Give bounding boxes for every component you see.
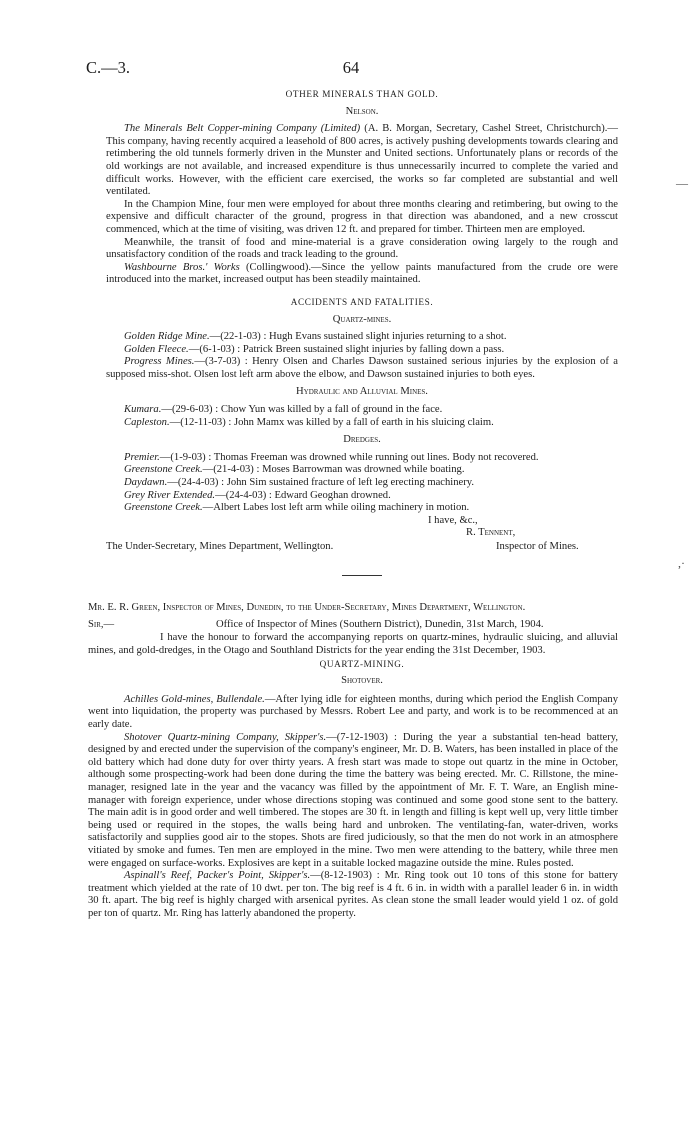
section-subtitle: Nelson. <box>345 105 379 117</box>
page-number: 64 <box>342 58 360 77</box>
series-code: C.—3. <box>86 58 131 77</box>
paragraph: Washbourne Bros.' Works (Collingwood).—Since the yellow paints manufactured from the crude ore were introduced into the market, increased output has been steadily maintained. <box>106 261 618 286</box>
paragraph: Achilles Gold-mines, Bullendale.—After lying idle for eighteen months, during which period the English Company went into liquidation, the property was purchased by Messrs. Robert Lee and party, and work is to be recommenced at an early date. <box>88 693 618 730</box>
paragraph: The Minerals Belt Copper-mining Company (Limited) (A. B. Morgan, Secretary, Cashel Street, Christchurch).—This company, having recently acquired a leasehold of 800 acres, is actively pushing developments towards clearing and retimbering the old tunnels formerly driven in the Munster and United sections. Unfortunately plans or records of the old workings are not available, and increased expenditure is thus unnecessarily incurred to complete the varied and difficult works. However, with the efficient care exercised, the works so far completed are substantial and well ventilated. <box>106 123 618 198</box>
paragraph: In the Champion Mine, four men were employed for about three months clearing and retimbering, but owing to the expensive and difficult character of the ground, progress in that direction was abandoned, and a new crosscut commenced, which at the time of visiting, was driven 12 ft. and prepared for timber. Thirteen men are employed. <box>106 198 618 235</box>
signatory-name: R. Tennent, <box>466 526 516 538</box>
company-name: Washbourne Bros.' Works <box>124 261 240 273</box>
intro-paragraph: I have the honour to forward the accompanying reports on quartz-mines, hydraulic sluicing, and alluvial mines, and gold-dredges, in the Otago and Southland Districts for the year ending the 31st December, 1903. <box>88 632 618 656</box>
accident-entry: Greenstone Creek.—Albert Labes lost left arm while oiling machinery in motion. <box>124 502 470 514</box>
letter-heading: Mr. E. R. Green, Inspector of Mines, Dunedin, to the Under-Secretary, Mines Department, Wellington. <box>88 601 526 613</box>
company-name: Aspinall's Reef, Packer's Point, Skipper's. <box>124 870 311 882</box>
divider <box>342 575 382 576</box>
addressee: The Under-Secretary, Mines Department, Wellington. <box>106 540 334 552</box>
closing: I have, &c., <box>428 514 478 526</box>
subsection-heading: Hydraulic and Alluvial Mines. <box>296 386 428 398</box>
paragraph: Shotover Quartz-mining Company, Skipper's.—(7-12-1903) : During the year a substantial ten-head battery, designed by and erected under the supervision of the company's engineer, Mr. D. B. Waters, has been installed in place of the old battery which had done duty for over thirty years. A fresh start was made to stope out quartz in the mine in October, although some prospecting-work had been done during the time the battery was being erected. Mr. C. Rillstone, the mine-manager, resigned late in the year and the vacancy was filled by the appointment of Mr. F. T. Ware, an English mine-manager with foreign experience, under whose directions stoping was continued and some good stone sent to the battery. The main adit is in good order and well timbered. The stopes are 30 ft. in length and filling is kept well up, very little timber being used or required in the stopes, the walls being hard and unbroken. The ventilating-fan, water-driven, works satisfactorily and supplies good air to the stopes. Shots are fired judiciously, so that the men do not work in an atmosphere vitiated by smoke and fumes. Ten men are employed in the mine. Two men were attending to the battery, while three men were engaged on surface-works. Explosives are kept in a suitable locked magazine outside the mine. Rules posted. <box>88 731 619 869</box>
accident-entry: Progress Mines.—(3-7-03) : Henry Olsen and Charles Dawson sustained serious injuries by the explosion of a supposed miss-shot. Olsen lost left arm above the elbow, and Dawson sustained injuries to both eyes. <box>106 356 618 380</box>
accident-entry: Kumara.—(29-6-03) : Chow Yun was killed by a fall of ground in the face. <box>124 404 443 416</box>
section-title: ACCIDENTS AND FATALITIES. <box>290 296 434 307</box>
signatory-role: Inspector of Mines. <box>496 540 579 552</box>
accident-entry: Greenstone Creek.—(21-4-03) : Moses Barrowman was drowned while boating. <box>124 464 465 476</box>
margin-mark: — <box>676 176 688 190</box>
company-name: Achilles Gold-mines, Bullendale. <box>124 693 265 705</box>
salutation: Sir,— <box>88 619 115 631</box>
paragraph: Aspinall's Reef, Packer's Point, Skipper's.—(8-12-1903) : Mr. Ring took out 10 tons of this stone for battery treatment which yielded at the rate of 10 dwt. per ton. The big reef is 4 ft. 6 in. in width with a parallel leader 6 in. in width 30 ft. apart. The big reef is highly charged with arsenical pyrites. As clean stone the small leader would yield 1 oz. of gold per ton of quartz. Mr. Ring has latterly abandoned the property. <box>88 870 618 919</box>
accident-entry: Premier.—(1-9-03) : Thomas Freeman was drowned while running out lines. Body not recovered. <box>124 451 539 463</box>
signature-block <box>106 515 618 553</box>
accident-entry: Capleston.—(12-11-03) : John Mamx was killed by a fall of earth in his sluicing claim. <box>124 416 494 428</box>
margin-mark: ,· <box>678 556 685 570</box>
office-line: Office of Inspector of Mines (Southern District), Dunedin, 31st March, 1904. <box>216 619 544 631</box>
section-title: OTHER MINERALS THAN GOLD. <box>285 89 439 99</box>
subsection-heading: Dredges. <box>343 434 381 446</box>
subsection-heading: Quartz-mines. <box>332 313 392 325</box>
document-body <box>88 88 619 920</box>
paragraph: Meanwhile, the transit of food and mine-material is a grave consideration owing largely to the rough and unsatisfactory condition of the roads and track leading to the ground. <box>106 236 618 261</box>
accident-entry: Golden Ridge Mine.—(22-1-03) : Hugh Evans sustained slight injuries returning to a shot. <box>124 331 507 343</box>
section-title: QUARTZ-MINING. <box>319 658 405 669</box>
company-name: Shotover Quartz-mining Company, Skipper's. <box>124 731 327 743</box>
subsection-heading: Shotover. <box>341 675 383 687</box>
company-name: The Minerals Belt Copper-mining Company (Limited) <box>124 123 361 135</box>
accident-entry: Daydawn.—(24-4-03) : John Sim sustained fracture of left leg erecting machinery. <box>124 477 474 489</box>
accident-entry: Grey River Extended.—(24-4-03) : Edward Geoghan drowned. <box>124 489 391 501</box>
salutation-row <box>88 619 618 632</box>
accident-entry: Golden Fleece.—(6-1-03) : Patrick Breen sustained slight injuries by falling down a pass. <box>124 343 505 355</box>
